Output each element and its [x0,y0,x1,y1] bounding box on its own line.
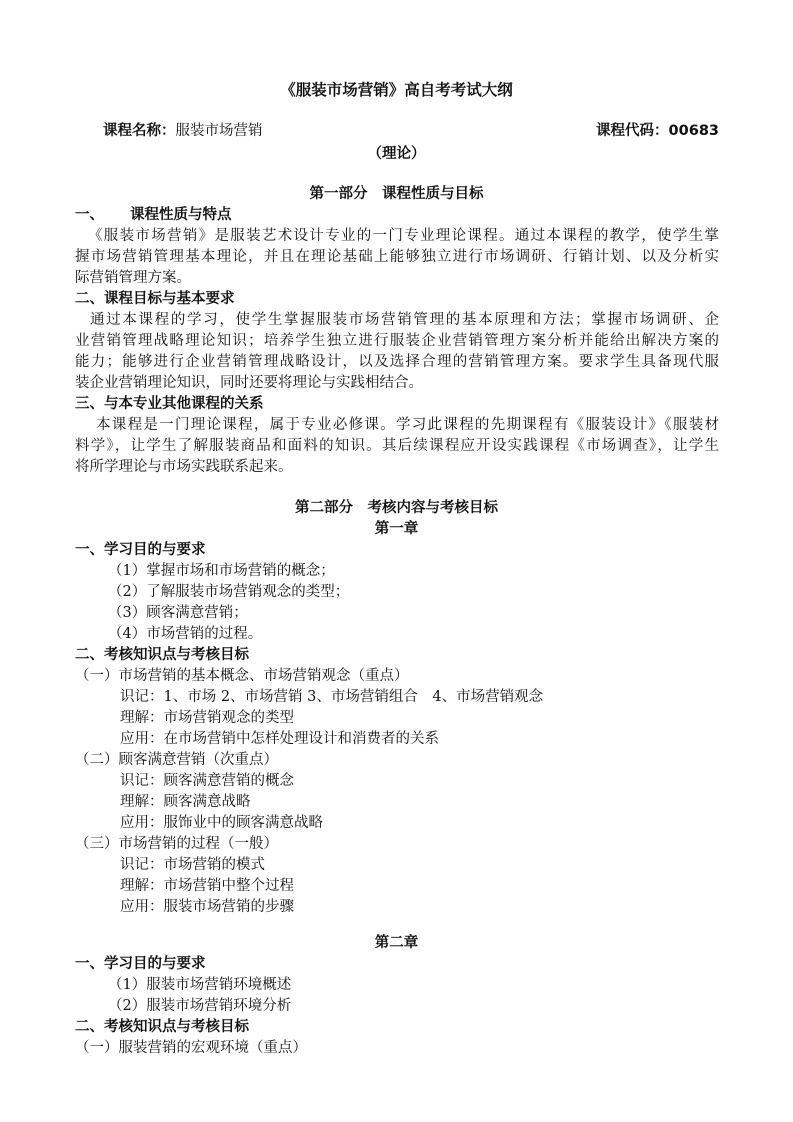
subsection-title: （一）服装营销的宏观环境（重点） [75,1040,307,1056]
section-heading: 二、考核知识点与考核目标 [75,1019,249,1035]
list-item: 应用：服装市场营销的步骤 [120,899,294,915]
section-heading: 二、考核知识点与考核目标 [75,647,249,663]
paragraph-line: 料学》，让学生了解服装商品和面料的知识。其后续课程应开设实践课程《市场调查》，让学生 [75,438,719,454]
paragraph-line: 握市场营销管理基本理论，并且在理论基础上能够独立进行市场调研、行销计划、以及分析实 [75,249,719,265]
chapter-title: 第一章 [374,521,419,537]
subsection-title: （二）顾客满意营销（次重点） [75,752,278,768]
part2-heading: 第二部分 考核内容与考核目标 [295,500,498,516]
paragraph-line: 装企业营销理论知识，同时还要将理论与实践相结合。 [75,375,423,391]
paragraph-line: 通过本课程的学习，使学生掌握服装市场营销管理的基本原理和方法；掌握市场调研、企 [90,312,719,328]
paragraph-line: 本课程是一门理论课程，属于专业必修课。学习此课程的先期课程有《服装设计》《服装材 [96,417,719,433]
subtitle: （理论） [367,146,426,162]
list-item: 识记：顾客满意营销的概念 [120,773,294,789]
list-item: 识记：1、市场 2、市场营销 3、市场营销组合 4、市场营销观念 [120,689,544,705]
list-item: 理解：市场营销中整个过程 [120,878,294,894]
subsection-title: （一）市场营销的基本概念、市场营销观念（重点） [75,668,409,684]
paragraph-line: 业营销管理战略理论知识；培养学生独立进行服装企业营销管理方案分析并能给出解决方案的 [75,333,719,349]
list-item: 应用：服饰业中的顾客满意战略 [120,815,323,831]
paragraph-line: 能力；能够进行企业营销管理战略设计，以及选择合理的营销管理方案。要求学生具备现代服 [75,354,719,370]
list-item: 理解：顾客满意战略 [120,794,251,810]
section-heading: 三、与本专业其他课程的关系 [75,396,264,412]
paragraph-line: 将所学理论与市场实践联系起来。 [75,459,293,475]
list-item: （4）市场营销的过程。 [108,626,263,642]
course-code [596,121,719,141]
paragraph-line: 《服装市场营销》是服装艺术设计专业的一门专业理论课程。通过本课程的教学，使学生掌 [88,228,719,244]
section-num: 一、 [75,207,104,223]
course-name-value: 服装市场营销 [175,123,263,139]
section-heading: 二、课程目标与基本要求 [75,291,235,307]
list-item: 理解：市场营销观念的类型 [120,710,294,726]
list-item: 识记：市场营销的模式 [120,857,265,873]
course-name-label: 课程名称： [103,123,176,139]
list-item: （1）服装市场营销环境概述 [108,977,292,993]
list-item: 应用：在市场营销中怎样处理设计和消费者的关系 [120,731,439,747]
part1-heading: 第一部分 课程性质与目标 [309,186,484,202]
list-item: （3）顾客满意营销； [108,605,248,621]
list-item: （2）了解服装市场营销观念的类型； [108,584,350,600]
section-heading: 一、学习目的与要求 [75,542,206,558]
document-title: 《服装市场营销》高自考考试大纲 [280,81,513,99]
course-code-label: 课程代码： [596,123,669,139]
course-code-value: 00683 [668,123,719,139]
chapter-title: 第二章 [374,935,419,951]
paragraph-line: 际营销管理方案。 [75,270,191,286]
list-item: （2）服装市场营销环境分析 [108,998,292,1014]
section-heading: 课程性质与特点 [130,207,232,223]
section-heading: 一、学习目的与要求 [75,956,206,972]
subsection-title: （三）市场营销的过程（一般） [75,836,278,852]
list-item: （1）掌握市场和市场营销的概念； [108,563,335,579]
course-name [103,121,263,141]
